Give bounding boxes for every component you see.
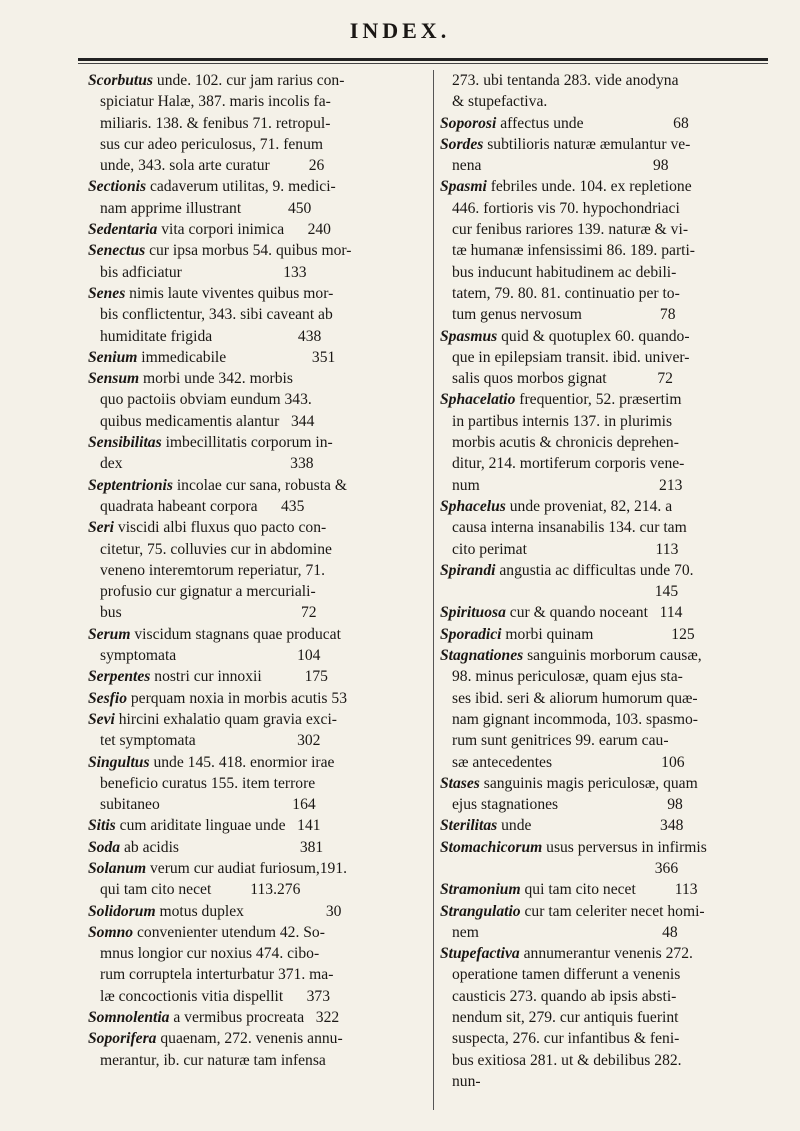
index-line bbox=[440, 773, 770, 794]
index-text: num 213 bbox=[452, 476, 683, 494]
index-line bbox=[88, 539, 428, 560]
index-line bbox=[88, 709, 428, 730]
index-line bbox=[88, 113, 428, 134]
index-text: tet symptomata 302 bbox=[100, 732, 321, 750]
index-line bbox=[440, 347, 770, 368]
index-line bbox=[88, 240, 428, 261]
index-keyword: Sesfio bbox=[88, 689, 127, 707]
index-line bbox=[88, 176, 428, 197]
index-text: unde 348 bbox=[497, 817, 684, 835]
index-text: nendum sit, 279. cur antiquis fuerint bbox=[452, 1009, 679, 1027]
index-text: citetur, 75. colluvies cur in abdomine bbox=[100, 540, 332, 558]
index-line bbox=[440, 794, 770, 815]
index-text: spiciatur Halæ, 387. maris incolis fa- bbox=[100, 93, 335, 111]
index-line bbox=[440, 453, 770, 474]
index-text: imbecillitatis corporum in- bbox=[161, 434, 333, 452]
index-line bbox=[440, 709, 770, 730]
index-text: unde, 343. sola arte curatur 26 bbox=[100, 157, 325, 175]
index-line bbox=[440, 1007, 770, 1028]
index-text: cadaverum utilitas, 9. medici- bbox=[146, 178, 336, 196]
index-text: cur fenibus rariores 139. naturæ & vi- bbox=[452, 221, 689, 239]
index-line bbox=[88, 304, 428, 325]
index-line bbox=[440, 70, 770, 91]
index-text: que in epilepsiam transit. ibid. univer- bbox=[452, 348, 690, 366]
index-keyword: Serpentes bbox=[88, 668, 151, 686]
index-text: convenienter utendum 42. So- bbox=[133, 923, 325, 941]
index-keyword: Somno bbox=[88, 923, 134, 941]
index-keyword: Sitis bbox=[88, 817, 116, 835]
index-text: cito perimat 113 bbox=[452, 540, 679, 558]
column-divider bbox=[433, 70, 434, 1110]
index-text: veneno interemtorum reperiatur, 71. bbox=[100, 561, 325, 579]
index-keyword: Seri bbox=[88, 519, 114, 537]
index-text: beneficio curatus 155. item terrore bbox=[100, 774, 316, 792]
index-line bbox=[440, 645, 770, 666]
index-line bbox=[440, 475, 770, 496]
index-text: morbi unde 342. morbis bbox=[139, 370, 293, 388]
index-line bbox=[440, 219, 770, 240]
index-text: in partibus internis 137. in plurimis bbox=[452, 412, 673, 430]
index-text: mnus longior cur noxius 474. cibo- bbox=[100, 945, 320, 963]
index-line bbox=[440, 262, 770, 283]
index-text: subtilioris naturæ æmulantur ve- bbox=[483, 135, 691, 153]
index-line bbox=[88, 219, 428, 240]
index-text: nam apprime illustrant 450 bbox=[100, 199, 312, 217]
index-line bbox=[440, 517, 770, 538]
index-keyword: Singultus bbox=[88, 753, 150, 771]
index-text: profusio cur gignatur a mercuriali- bbox=[100, 583, 316, 601]
index-line bbox=[88, 602, 428, 623]
index-text: hircini exhalatio quam gravia exci- bbox=[114, 710, 337, 728]
index-text: a vermibus procreata 322 bbox=[169, 1009, 340, 1027]
index-line bbox=[88, 326, 428, 347]
index-line bbox=[88, 581, 428, 602]
page-header: INDEX. bbox=[349, 18, 451, 43]
index-text: læ concoctionis vitia dispellit 373 bbox=[100, 987, 330, 1005]
index-keyword: Sporadici bbox=[440, 625, 502, 643]
index-keyword: Scorbutus bbox=[88, 72, 154, 89]
index-text: rum sunt genitrices 99. earum cau- bbox=[452, 732, 669, 750]
index-keyword: Stagnationes bbox=[440, 647, 524, 665]
index-keyword: Sedentaria bbox=[88, 221, 158, 239]
index-line bbox=[440, 1071, 770, 1092]
index-text: 145 bbox=[452, 583, 679, 601]
index-text: angustia ac difficultas unde 70. bbox=[495, 561, 694, 579]
index-line bbox=[440, 602, 770, 623]
index-line bbox=[88, 198, 428, 219]
index-text: ab acidis 381 bbox=[120, 838, 324, 856]
index-line bbox=[440, 837, 770, 858]
index-line bbox=[88, 688, 428, 709]
index-line bbox=[440, 666, 770, 687]
index-keyword: Spirandi bbox=[440, 561, 496, 579]
index-text: 446. fortioris vis 70. hypochondriaci bbox=[452, 199, 680, 217]
index-keyword: Senium bbox=[88, 348, 138, 366]
index-line bbox=[88, 496, 428, 517]
index-line bbox=[440, 624, 770, 645]
index-keyword: Somnolentia bbox=[88, 1009, 170, 1027]
index-text: morbi quinam 125 bbox=[501, 625, 695, 643]
index-line bbox=[88, 70, 428, 91]
index-text: bus 72 bbox=[100, 604, 317, 622]
index-text: 98. minus periculosæ, quam ejus sta- bbox=[452, 668, 683, 686]
index-keyword: Sordes bbox=[440, 135, 484, 153]
index-line bbox=[440, 496, 770, 517]
index-text: cur ipsa morbus 54. quibus mor- bbox=[145, 242, 352, 260]
index-line bbox=[88, 1028, 428, 1049]
index-text: cum ariditate linguae unde 141 bbox=[115, 817, 321, 835]
index-line bbox=[88, 986, 428, 1007]
index-keyword: Sevi bbox=[88, 710, 115, 728]
index-line bbox=[440, 326, 770, 347]
index-text: sus cur adeo periculosus, 71. fenum bbox=[100, 135, 324, 153]
index-line bbox=[440, 581, 770, 602]
index-text: rum corruptela interturbatur 371. ma- bbox=[100, 966, 334, 984]
index-text: annumerantur venenis 272. bbox=[519, 945, 693, 963]
index-line bbox=[88, 560, 428, 581]
index-line bbox=[88, 1007, 428, 1028]
index-line bbox=[88, 645, 428, 666]
index-keyword: Sensum bbox=[88, 370, 140, 388]
index-line bbox=[88, 773, 428, 794]
index-text: viscidum stagnans quae producat bbox=[130, 625, 341, 643]
index-line bbox=[440, 752, 770, 773]
index-keyword: Sphacelus bbox=[440, 497, 506, 515]
index-keyword: Stupefactiva bbox=[440, 945, 520, 963]
index-text: verum cur audiat furiosum,191. bbox=[146, 859, 348, 877]
index-keyword: Spasmus bbox=[440, 327, 498, 345]
index-line bbox=[440, 1050, 770, 1071]
index-line bbox=[440, 539, 770, 560]
index-line bbox=[88, 134, 428, 155]
index-text: 273. ubi tentanda 283. vide anodyna bbox=[452, 72, 679, 89]
index-text: nostri cur innoxii 175 bbox=[150, 668, 328, 686]
index-line bbox=[440, 964, 770, 985]
index-keyword: Stramonium bbox=[440, 881, 521, 899]
index-line bbox=[88, 262, 428, 283]
index-line bbox=[440, 198, 770, 219]
index-keyword: Sensibilitas bbox=[88, 434, 162, 452]
index-line bbox=[88, 879, 428, 900]
index-line bbox=[440, 389, 770, 410]
index-text: unde. 102. cur jam rarius con- bbox=[153, 72, 345, 89]
index-keyword: Spirituosa bbox=[440, 604, 506, 622]
index-line bbox=[88, 794, 428, 815]
index-line bbox=[88, 666, 428, 687]
index-line bbox=[88, 815, 428, 836]
index-text: cur tam celeriter necet homi- bbox=[520, 902, 705, 920]
index-line bbox=[440, 176, 770, 197]
index-line bbox=[440, 91, 770, 112]
index-keyword: Septentrionis bbox=[88, 476, 173, 494]
index-keyword: Serum bbox=[88, 625, 131, 643]
left-column bbox=[88, 70, 428, 1071]
index-text: sæ antecedentes 106 bbox=[452, 753, 685, 771]
header-rule bbox=[78, 58, 768, 61]
index-line bbox=[440, 901, 770, 922]
index-text: quo pactoiis obviam eundum 343. bbox=[100, 391, 312, 409]
index-line bbox=[88, 347, 428, 368]
index-line bbox=[88, 943, 428, 964]
index-line bbox=[440, 815, 770, 836]
index-line bbox=[88, 283, 428, 304]
index-text: suspecta, 276. cur infantibus & feni- bbox=[452, 1030, 680, 1048]
index-keyword: Spasmi bbox=[440, 178, 487, 196]
index-keyword: Stases bbox=[440, 774, 480, 792]
index-text: bus inducunt habitudinem ac debili- bbox=[452, 263, 677, 281]
index-line bbox=[440, 155, 770, 176]
index-text: sanguinis morborum causæ, bbox=[523, 647, 702, 665]
right-column bbox=[440, 70, 770, 1092]
index-text: quaenam, 272. venenis annu- bbox=[156, 1030, 343, 1048]
index-text: incolae cur sana, robusta & bbox=[172, 476, 347, 494]
index-text: bis adficiatur 133 bbox=[100, 263, 307, 281]
index-text: salis quos morbos gignat 72 bbox=[452, 370, 673, 388]
index-text: frequentior, 52. præsertim bbox=[515, 391, 682, 409]
index-text: nam gignant incommoda, 103. spasmo- bbox=[452, 710, 698, 728]
index-line bbox=[88, 155, 428, 176]
index-line bbox=[88, 730, 428, 751]
index-text: morbis acutis & chronicis deprehen- bbox=[452, 434, 679, 452]
index-keyword: Sphacelatio bbox=[440, 391, 516, 409]
index-line bbox=[440, 879, 770, 900]
index-line bbox=[440, 411, 770, 432]
index-line bbox=[440, 688, 770, 709]
index-line bbox=[440, 432, 770, 453]
index-text: quid & quotuplex 60. quando- bbox=[497, 327, 690, 345]
index-line bbox=[88, 624, 428, 645]
index-text: vita corpori inimica 240 bbox=[157, 221, 331, 239]
index-text: perquam noxia in morbis acutis 53 bbox=[126, 689, 347, 707]
index-line bbox=[88, 475, 428, 496]
index-text: operatione tamen differunt a venenis bbox=[452, 966, 681, 984]
index-keyword: Sterilitas bbox=[440, 817, 498, 835]
index-line bbox=[88, 858, 428, 879]
index-text: sanguinis magis periculosæ, quam bbox=[479, 774, 698, 792]
index-keyword: Strangulatio bbox=[440, 902, 521, 920]
index-line bbox=[440, 283, 770, 304]
index-text: humiditate frigida 438 bbox=[100, 327, 322, 345]
index-text: nena 98 bbox=[452, 157, 669, 175]
index-text: qui tam cito necet 113 bbox=[520, 881, 698, 899]
index-line bbox=[440, 368, 770, 389]
index-text: subitaneo 164 bbox=[100, 796, 316, 814]
index-line bbox=[88, 752, 428, 773]
index-text: ejus stagnationes 98 bbox=[452, 796, 683, 814]
index-text: bis conflictentur, 343. sibi caveant ab bbox=[100, 306, 333, 324]
index-text: 366 bbox=[452, 859, 679, 877]
index-keyword: Senectus bbox=[88, 242, 146, 260]
index-text: nun- bbox=[452, 1072, 481, 1090]
index-line bbox=[440, 304, 770, 325]
index-line bbox=[440, 730, 770, 751]
index-line bbox=[440, 922, 770, 943]
index-text: febriles unde. 104. ex repletione bbox=[486, 178, 692, 196]
index-text: tæ humanæ infensissimi 86. 189. parti- bbox=[452, 242, 695, 260]
index-line bbox=[440, 240, 770, 261]
index-line bbox=[88, 1050, 428, 1071]
index-text: unde 145. 418. enormior irae bbox=[149, 753, 335, 771]
index-keyword: Soporosi bbox=[440, 114, 497, 132]
index-line bbox=[88, 964, 428, 985]
index-line bbox=[88, 517, 428, 538]
index-text: quibus medicamentis alantur 344 bbox=[100, 412, 315, 430]
index-line bbox=[440, 858, 770, 879]
index-keyword: Solidorum bbox=[88, 902, 156, 920]
index-line bbox=[88, 91, 428, 112]
index-line bbox=[88, 901, 428, 922]
index-line bbox=[440, 986, 770, 1007]
index-text: qui tam cito necet 113.276 bbox=[100, 881, 301, 899]
index-text: causa interna insanabilis 134. cur tam bbox=[452, 519, 687, 537]
index-text: miliaris. 138. & fenibus 71. retropul- bbox=[100, 114, 331, 132]
index-text: quadrata habeant corpora 435 bbox=[100, 497, 305, 515]
index-text: cur & quando noceant 114 bbox=[505, 604, 683, 622]
index-keyword: Sectionis bbox=[88, 178, 147, 196]
index-text: ses ibid. seri & aliorum humorum quæ- bbox=[452, 689, 698, 707]
index-text: ditur, 214. mortiferum corporis vene- bbox=[452, 455, 685, 473]
index-keyword: Soporifera bbox=[88, 1030, 157, 1048]
index-text: affectus unde 68 bbox=[496, 114, 689, 132]
index-line bbox=[88, 837, 428, 858]
index-line bbox=[440, 1028, 770, 1049]
index-line bbox=[440, 113, 770, 134]
index-text: tum genus nervosum 78 bbox=[452, 306, 676, 324]
index-keyword: Soda bbox=[88, 838, 121, 856]
index-line bbox=[440, 943, 770, 964]
index-text: causticis 273. quando ab ipsis absti- bbox=[452, 987, 677, 1005]
index-text: merantur, ib. cur naturæ tam infensa bbox=[100, 1051, 326, 1069]
index-text: dex 338 bbox=[100, 455, 314, 473]
index-line bbox=[88, 368, 428, 389]
index-line bbox=[88, 922, 428, 943]
index-line bbox=[440, 134, 770, 155]
index-text: viscidi albi fluxus quo pacto con- bbox=[114, 519, 327, 537]
index-keyword: Senes bbox=[88, 284, 126, 302]
index-keyword: Solanum bbox=[88, 859, 147, 877]
index-line bbox=[88, 432, 428, 453]
index-keyword: Stomachicorum bbox=[440, 838, 543, 856]
index-line bbox=[88, 411, 428, 432]
index-text: nem 48 bbox=[452, 923, 678, 941]
index-text: unde proveniat, 82, 214. a bbox=[505, 497, 673, 515]
index-line bbox=[88, 453, 428, 474]
index-text: nimis laute viventes quibus mor- bbox=[125, 284, 334, 302]
index-line bbox=[88, 389, 428, 410]
index-text: symptomata 104 bbox=[100, 647, 321, 665]
index-text: & stupefactiva. bbox=[452, 93, 548, 111]
index-text: tatem, 79. 80. 81. continuatio per to- bbox=[452, 284, 680, 302]
index-line bbox=[440, 560, 770, 581]
index-text: motus duplex 30 bbox=[155, 902, 342, 920]
header-rule-thin bbox=[78, 63, 768, 64]
index-text: bus exitiosa 281. ut & debilibus 282. bbox=[452, 1051, 682, 1069]
index-text: immedicabile 351 bbox=[137, 348, 336, 366]
index-text: usus perversus in infirmis bbox=[542, 838, 707, 856]
